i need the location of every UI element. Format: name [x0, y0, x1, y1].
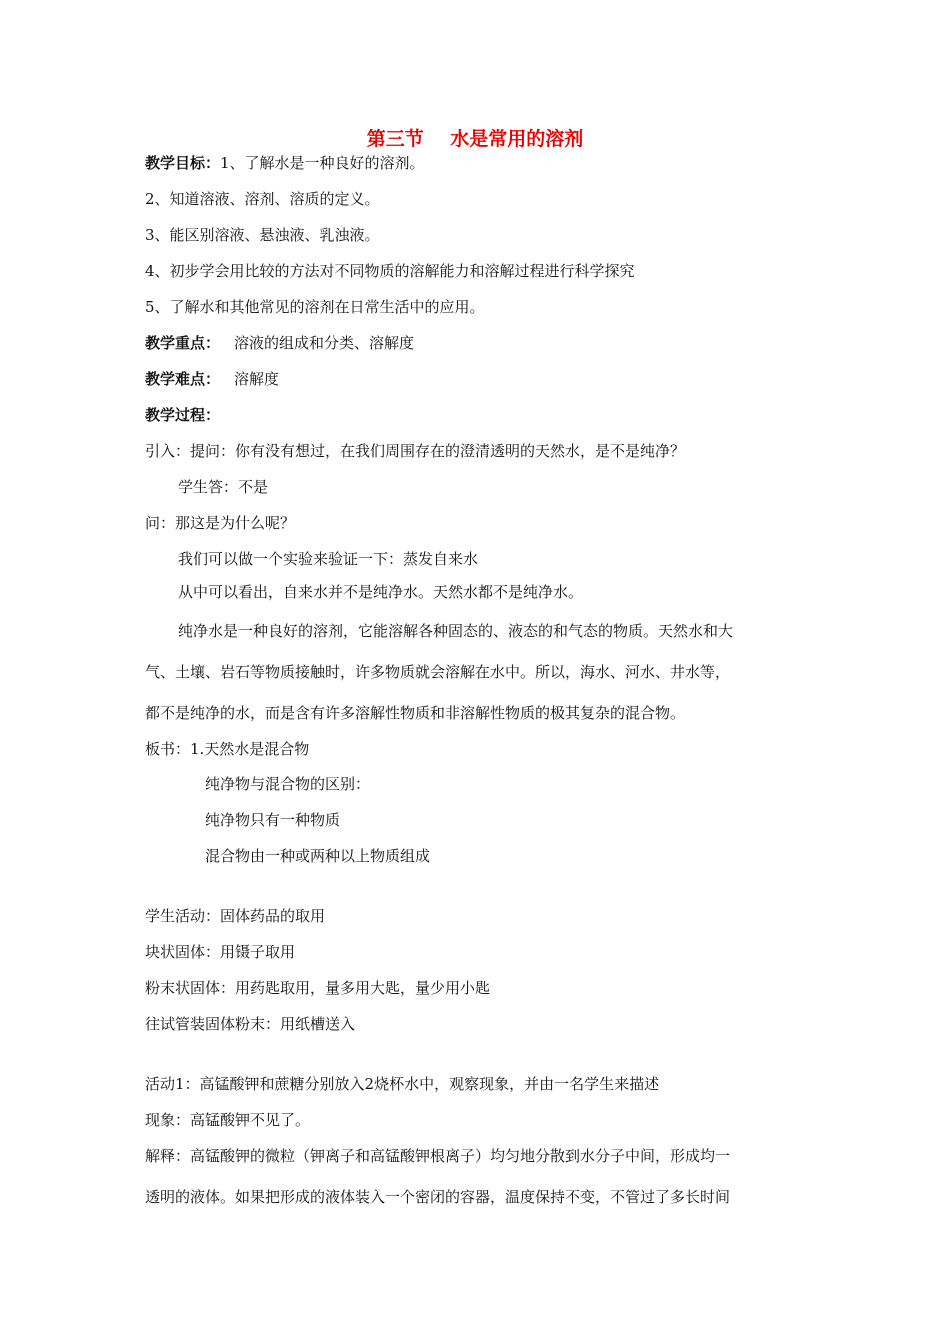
paragraph-line: 引入：提问：你有没有想过，在我们周围存在的澄清透明的天然水，是不是纯净？: [145, 442, 686, 460]
objective-item: 4、初步学会用比较的方法对不同物质的溶解能力和溶解过程进行科学探究: [145, 262, 635, 280]
paragraph-line: 纯净物与混合物的区别：: [205, 775, 371, 793]
page-title: 第三节 水是常用的溶剂: [366, 128, 584, 150]
paragraph-line: 往试管装固体粉末：用纸槽送入: [145, 1015, 356, 1033]
paragraph-line: 纯净水是一种良好的溶剂，它能溶解各种固态的、液态的和气态的物质。天然水和大: [178, 622, 734, 640]
objectives-line: [145, 153, 425, 173]
key-points-label: 教学重点：: [145, 334, 221, 352]
objective-item: 2、知道溶液、溶剂、溶质的定义。: [145, 190, 380, 208]
key-points-text: 溶液的组成和分类、溶解度: [234, 334, 415, 352]
paragraph-line: 混合物由一种或两种以上物质组成: [205, 847, 431, 865]
paragraph-line: 粉末状固体：用药匙取用，量多用大匙，量少用小匙: [145, 979, 491, 997]
paragraph-line: 学生活动：固体药品的取用: [145, 907, 326, 925]
paragraph-line: 现象：高锰酸钾不见了。: [145, 1111, 311, 1129]
objective-item: 3、能区别溶液、悬浊液、乳浊液。: [145, 226, 380, 244]
difficulties-label: 教学难点：: [145, 370, 221, 388]
key-points-line: [145, 333, 414, 353]
paragraph-line: 我们可以做一个实验来验证一下：蒸发自来水: [178, 550, 479, 568]
difficulties-line: [145, 369, 279, 389]
paragraph-line: 问：那这是为什么呢？: [145, 514, 296, 532]
paragraph-line: 透明的液体。如果把形成的液体装入一个密闭的容器，温度保持不变，不管过了多长时间: [145, 1188, 731, 1206]
objective-item: 5、了解水和其他常见的溶剂在日常生活中的应用。: [145, 298, 485, 316]
process-label: 教学过程：: [145, 406, 221, 424]
objective-item: 1、了解水是一种良好的溶剂。: [220, 154, 425, 172]
objectives-label: 教学目标：: [145, 154, 221, 172]
paragraph-line: 都不是纯净的水，而是含有许多溶解性物质和非溶解性物质的极其复杂的混合物。: [145, 704, 686, 722]
paragraph-line: 解释：高锰酸钾的微粒（钾离子和高锰酸钾根离子）均匀地分散到水分子中间，形成均一: [145, 1147, 731, 1165]
paragraph-line: 从中可以看出，自来水并不是纯净水。天然水都不是纯净水。: [178, 583, 584, 601]
paragraph-line: 纯净物只有一种物质: [205, 811, 341, 829]
difficulties-text: 溶解度: [234, 370, 280, 388]
paragraph-line: 块状固体：用镊子取用: [145, 943, 296, 961]
paragraph-line: 活动1：高锰酸钾和蔗糖分别放入2烧杯水中，观察现象，并由一名学生来描述: [145, 1075, 660, 1093]
paragraph-line: 学生答：不是: [178, 478, 269, 496]
paragraph-line: 气、土壤、岩石等物质接触时，许多物质就会溶解在水中。所以，海水、河水、井水等，: [145, 663, 731, 681]
paragraph-line: 板书：1.天然水是混合物: [145, 740, 310, 758]
